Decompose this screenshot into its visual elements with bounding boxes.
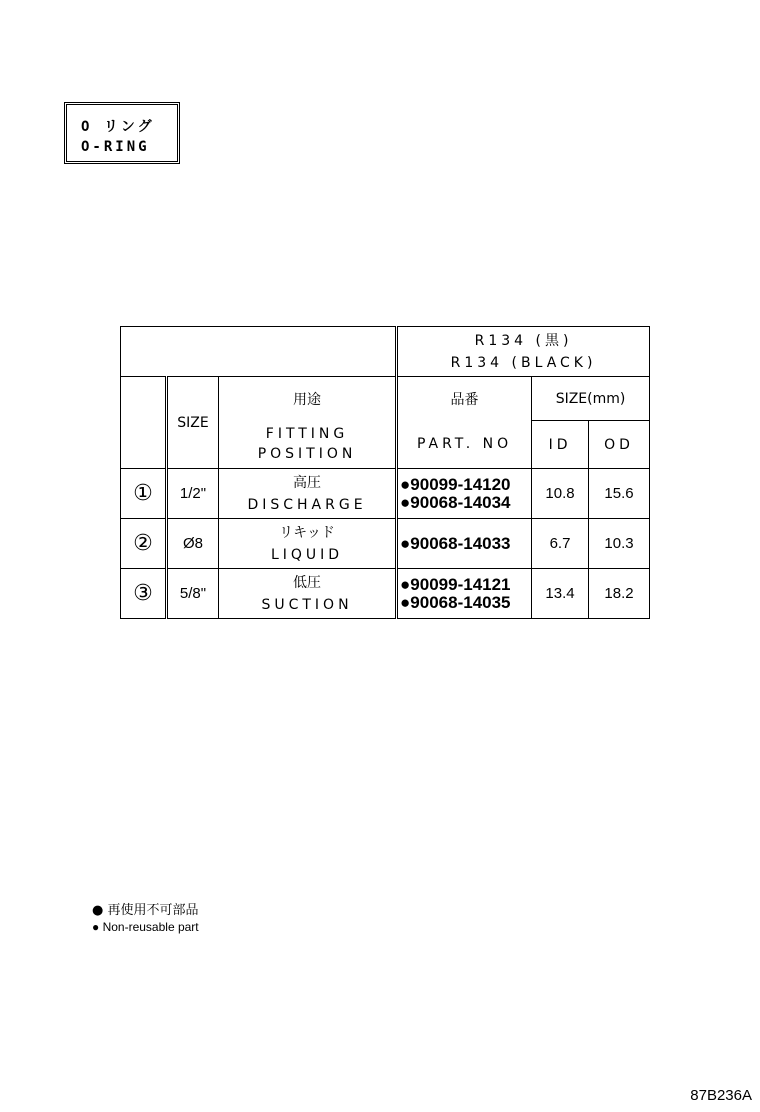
size-header: SIZE: [167, 377, 219, 469]
oring-spec-table: [120, 326, 650, 619]
refrigerant-header: [397, 327, 650, 377]
fitting-en-1: FITTING: [265, 426, 349, 443]
table-row: [121, 569, 650, 619]
part-number: ●90068-14034: [400, 492, 511, 512]
row-od: 18.2: [589, 569, 650, 619]
row-id: 6.7: [532, 519, 589, 569]
row-position-en: SUCTION: [261, 596, 353, 613]
row-size: Ø8: [167, 519, 219, 569]
title-box: [64, 102, 180, 164]
title-en: O-RING: [81, 139, 150, 155]
row-position-en: LIQUID: [270, 546, 344, 563]
partno-header-en: PART. NO: [397, 421, 532, 469]
row-number: ①: [121, 469, 167, 519]
row-position-jp: リキッド: [279, 524, 335, 541]
refrigerant-en: R134 (BLACK): [450, 354, 597, 371]
figure-code: 87B236A: [690, 1087, 752, 1104]
table-row: [121, 519, 650, 569]
size-mm-header: SIZE(mm): [532, 377, 650, 421]
row-part-numbers: [397, 469, 532, 519]
row-position-en: DISCHARGE: [247, 496, 367, 513]
od-header: OD: [589, 421, 650, 469]
fitting-en-2: POSITION: [257, 446, 357, 463]
row-size: 5/8": [167, 569, 219, 619]
legend-jp: ● 再使用不可部品: [92, 903, 199, 918]
part-number: ●90099-14121: [400, 574, 511, 594]
row-od: 15.6: [589, 469, 650, 519]
part-number: ●90099-14120: [400, 474, 511, 494]
header-blank: [121, 327, 397, 377]
no-header: [121, 377, 167, 469]
row-position-jp: 低圧: [293, 574, 322, 591]
part-number: ●90068-14033: [400, 533, 511, 553]
row-position: [219, 519, 397, 569]
partno-header-jp: 品番: [397, 377, 532, 421]
refrigerant-jp: R134 (黒): [474, 332, 573, 349]
legend-en: ● Non-reusable part: [92, 920, 199, 934]
row-part-numbers: [397, 569, 532, 619]
fitting-header-en: [219, 421, 397, 469]
row-number: ②: [121, 519, 167, 569]
row-position-jp: 高圧: [293, 474, 322, 491]
row-position: [219, 569, 397, 619]
title-jp: O リング: [81, 119, 155, 135]
row-id: 13.4: [532, 569, 589, 619]
fitting-header-jp: 用途: [219, 377, 397, 421]
table-row: [121, 469, 650, 519]
row-od: 10.3: [589, 519, 650, 569]
legend: [92, 902, 199, 936]
id-header: ID: [532, 421, 589, 469]
row-position: [219, 469, 397, 519]
row-size: 1/2": [167, 469, 219, 519]
part-number: ●90068-14035: [400, 592, 511, 612]
row-part-numbers: [397, 519, 532, 569]
row-number: ③: [121, 569, 167, 619]
row-id: 10.8: [532, 469, 589, 519]
